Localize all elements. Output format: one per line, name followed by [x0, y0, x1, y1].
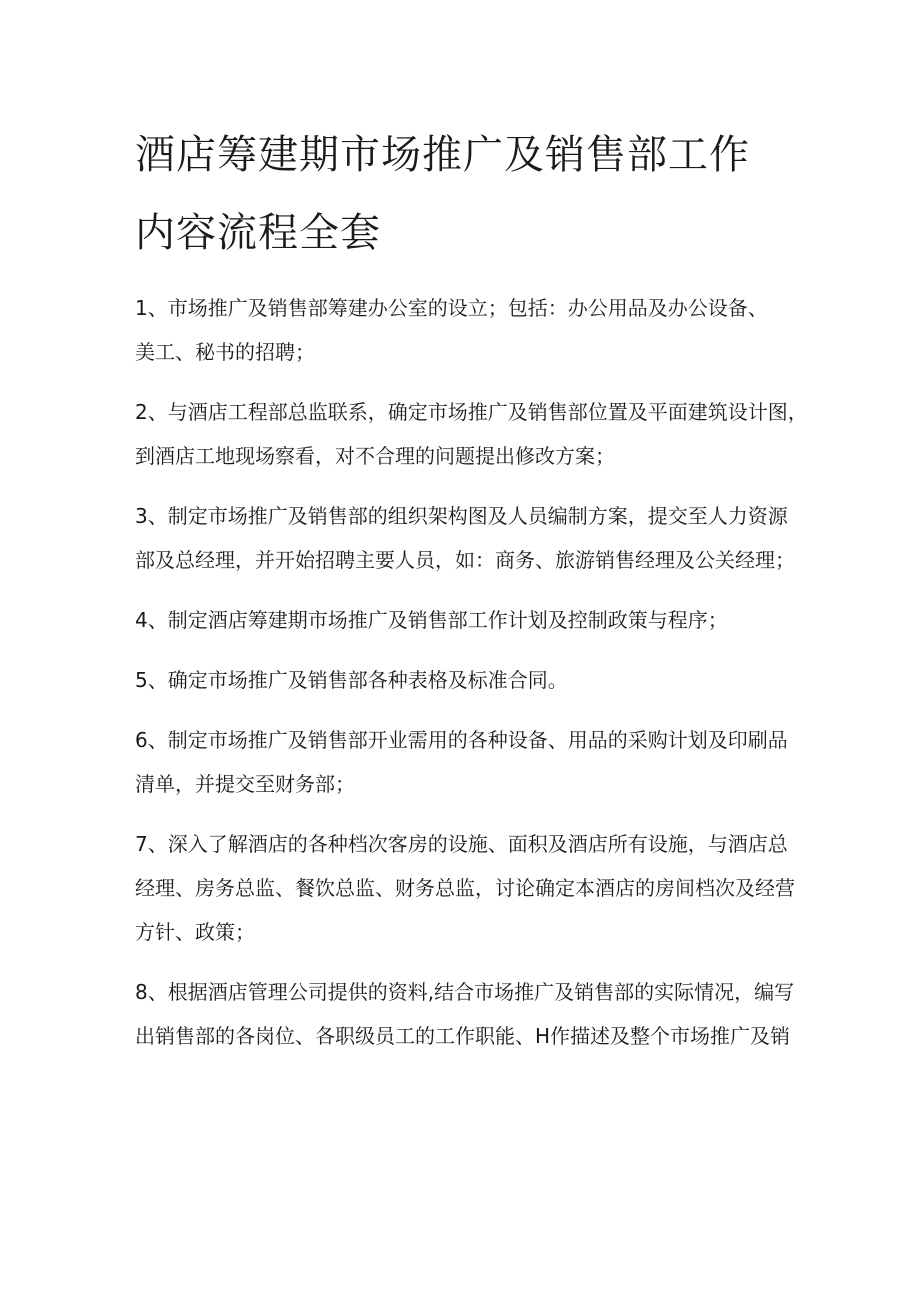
- list-item-5: [135, 658, 815, 702]
- list-item-7: [135, 822, 815, 954]
- item-line: 8、根据酒店管理公司提供的资料,结合市场推广及销售部的实际情况，编写: [135, 980, 795, 1004]
- list-item-2: [135, 390, 815, 478]
- list-item-4: [135, 598, 815, 642]
- item-line: 5、确定市场推广及销售部各种表格及标准合同。: [135, 668, 568, 692]
- item-line: 清单，并提交至财务部；: [135, 772, 355, 796]
- item-line: 方针、政策；: [135, 920, 255, 944]
- item-line: 4、制定酒店筹建期市场推广及销售部工作计划及控制政策与程序；: [135, 608, 728, 632]
- title-line-2: 内容流程全套: [135, 210, 381, 256]
- item-line: 部及总经理，并开始招聘主要人员，如：商务、旅游销售经理及公关经理；: [135, 548, 795, 572]
- item-line: 7、深入了解酒店的各种档次客房的设施、面积及酒店所有设施，与酒店总: [135, 832, 788, 856]
- item-line: 2、与酒店工程部总监联系，确定市场推广及销售部位置及平面建筑设计图，: [135, 400, 808, 424]
- document-title: [135, 0, 815, 272]
- item-line: 3、制定市场推广及销售部的组织架构图及人员编制方案，提交至人力资源: [135, 504, 788, 528]
- list-item-1: [135, 286, 815, 374]
- title-line-1: 酒店筹建期市场推广及销售部工作: [135, 132, 750, 178]
- item-line: 经理、房务总监、餐饮总监、财务总监，讨论确定本酒店的房间档次及经营: [135, 876, 795, 900]
- item-list: [135, 286, 815, 1058]
- list-item-6: [135, 718, 815, 806]
- item-line: 美工、秘书的招聘；: [135, 340, 315, 364]
- item-line: 6、制定市场推广及销售部开业需用的各种设备、用品的采购计划及印刷品: [135, 728, 788, 752]
- list-item-8: [135, 970, 815, 1058]
- item-line: 出销售部的各岗位、各职级员工的工作职能、H作描述及整个市场推广及销: [135, 1024, 791, 1048]
- list-item-3: [135, 494, 815, 582]
- item-line: 1、市场推广及销售部筹建办公室的设立；包括：办公用品及办公设备、: [135, 296, 768, 320]
- item-line: 到酒店工地现场察看，对不合理的问题提出修改方案；: [135, 444, 615, 468]
